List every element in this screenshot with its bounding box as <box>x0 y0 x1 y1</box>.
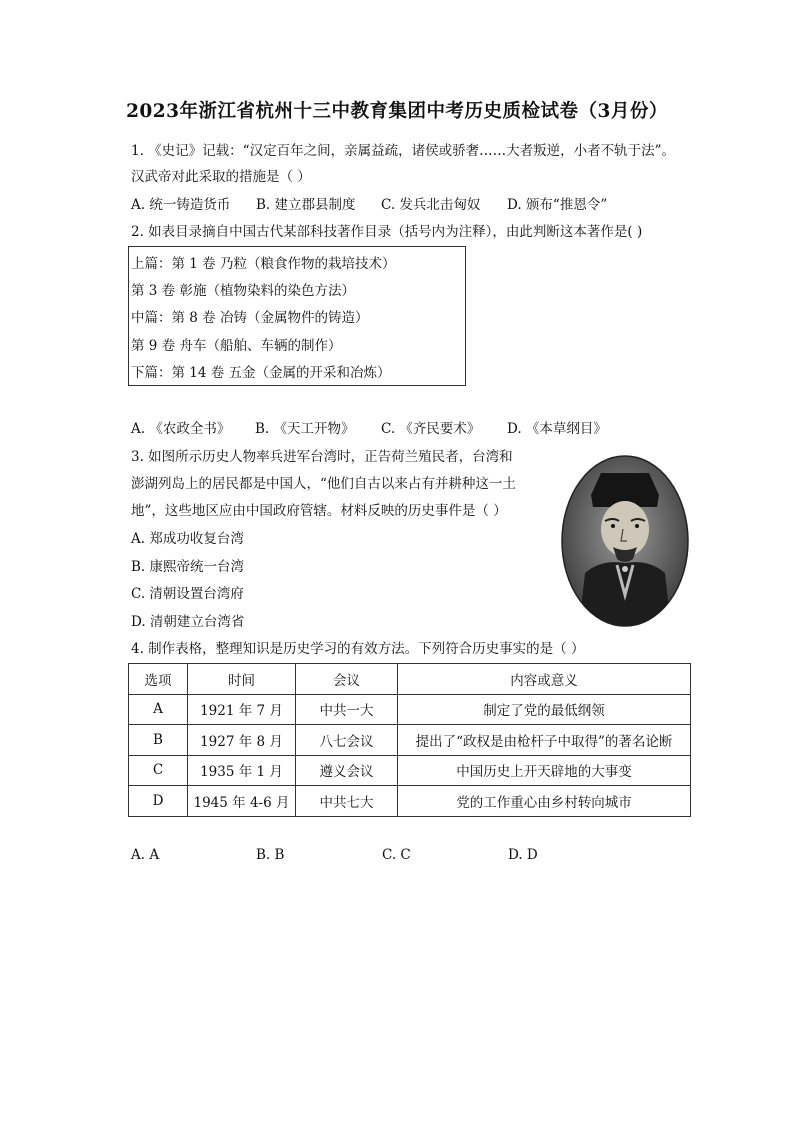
catalog-row: 第 9 卷 舟车（船舶、车辆的制作） <box>131 337 342 354</box>
historical-portrait-image <box>561 455 689 627</box>
q1-stem-line1: 1. 《史记》记载：“汉定百年之间，亲属益疏，诸侯或骄奢……大者叛逆，小者不轨于法”。 <box>131 143 675 159</box>
cell-time: 1927 年 8 月 <box>188 725 296 756</box>
table-row <box>129 725 691 756</box>
q4-options <box>131 847 538 863</box>
q2-option-c[interactable]: C. 《齐民要术》 <box>381 421 481 437</box>
q2-stem: 2. 如表目录摘自中国古代某部科技著作目录（括号内为注释），由此判断这本著作是( ) <box>131 224 643 240</box>
cell-meeting: 遵义会议 <box>296 755 398 786</box>
q4-option-c[interactable]: C. C <box>382 847 411 863</box>
cell-meeting: 中共七大 <box>296 786 398 817</box>
cell-option: A <box>129 694 188 725</box>
q3-option-c[interactable]: C. 清朝设置台湾府 <box>131 586 244 602</box>
q2-catalog-box <box>128 246 466 386</box>
table-header-row <box>129 664 691 695</box>
cell-content: 提出了“政权是由枪杆子中取得”的著名论断 <box>398 725 691 756</box>
exam-title: 2023年浙江省杭州十三中教育集团中考历史质检试卷（3月份） <box>126 101 668 122</box>
q4-option-d[interactable]: D. D <box>508 847 538 863</box>
q1-option-c[interactable]: C. 发兵北击匈奴 <box>381 197 481 213</box>
q1-option-a[interactable]: A. 统一铸造货币 <box>131 197 231 213</box>
catalog-row: 上篇：第 1 卷 乃粒（粮食作物的栽培技术） <box>131 256 396 272</box>
cell-content: 中国历史上开天辟地的大事变 <box>398 755 691 786</box>
cell-time: 1935 年 1 月 <box>188 755 296 786</box>
cell-meeting: 中共一大 <box>296 694 398 725</box>
table-row <box>129 694 691 725</box>
cell-option: C <box>129 755 188 786</box>
q4-option-a[interactable]: A. A <box>131 847 160 863</box>
q3-option-a[interactable]: A. 郑成功收复台湾 <box>131 531 244 547</box>
q3-stem-line2: 澎湖列岛上的居民都是中国人，“他们自古以来占有并耕种这一土 <box>131 476 516 492</box>
q4-option-b[interactable]: B. B <box>256 847 285 863</box>
catalog-row: 中篇：第 8 卷 冶铸（金属物件的铸造） <box>131 310 369 327</box>
q1-option-b[interactable]: B. 建立郡县制度 <box>256 197 356 213</box>
q3-stem-line1: 3. 如图所示历史人物率兵进军台湾时，正告荷兰殖民者，台湾和 <box>131 449 513 465</box>
q2-option-d[interactable]: D. 《本草纲目》 <box>507 421 607 437</box>
q4-stem: 4. 制作表格，整理知识是历史学习的有效方法。下列符合历史事实的是（ ） <box>131 641 585 657</box>
header-meeting: 会议 <box>296 664 398 695</box>
cell-content: 党的工作重心由乡村转向城市 <box>398 786 691 817</box>
header-time: 时间 <box>188 664 296 695</box>
catalog-row: 下篇：第 14 卷 五金（金属的开采和冶炼） <box>131 364 391 381</box>
q3-option-d[interactable]: D. 清朝建立台湾省 <box>131 614 245 630</box>
q1-options <box>131 193 607 213</box>
table-row <box>129 786 691 817</box>
q4-table <box>128 663 691 817</box>
table-row <box>129 755 691 786</box>
q1-option-d[interactable]: D. 颁布“推恩令” <box>507 197 608 213</box>
cell-content: 制定了党的最低纲领 <box>398 694 691 725</box>
cell-time: 1921 年 7 月 <box>188 694 296 725</box>
q3-option-b[interactable]: B. 康熙帝统一台湾 <box>131 559 245 575</box>
q2-options <box>131 417 607 437</box>
cell-meeting: 八七会议 <box>296 725 398 756</box>
q3-stem-line3: 地”，这些地区应由中国政府管辖。材料反映的历史事件是（ ） <box>131 503 507 519</box>
header-option: 选项 <box>129 664 188 695</box>
q1-stem-line2: 汉武帝对此采取的措施是（ ） <box>131 169 311 185</box>
header-content: 内容或意义 <box>398 664 691 695</box>
cell-option: D <box>129 786 188 817</box>
catalog-row: 第 3 卷 彰施（植物染料的染色方法） <box>131 283 355 300</box>
cell-option: B <box>129 725 188 756</box>
cell-time: 1945 年 4-6 月 <box>188 786 296 817</box>
q2-option-a[interactable]: A. 《农政全书》 <box>131 421 231 437</box>
q2-option-b[interactable]: B. 《天工开物》 <box>255 421 355 437</box>
